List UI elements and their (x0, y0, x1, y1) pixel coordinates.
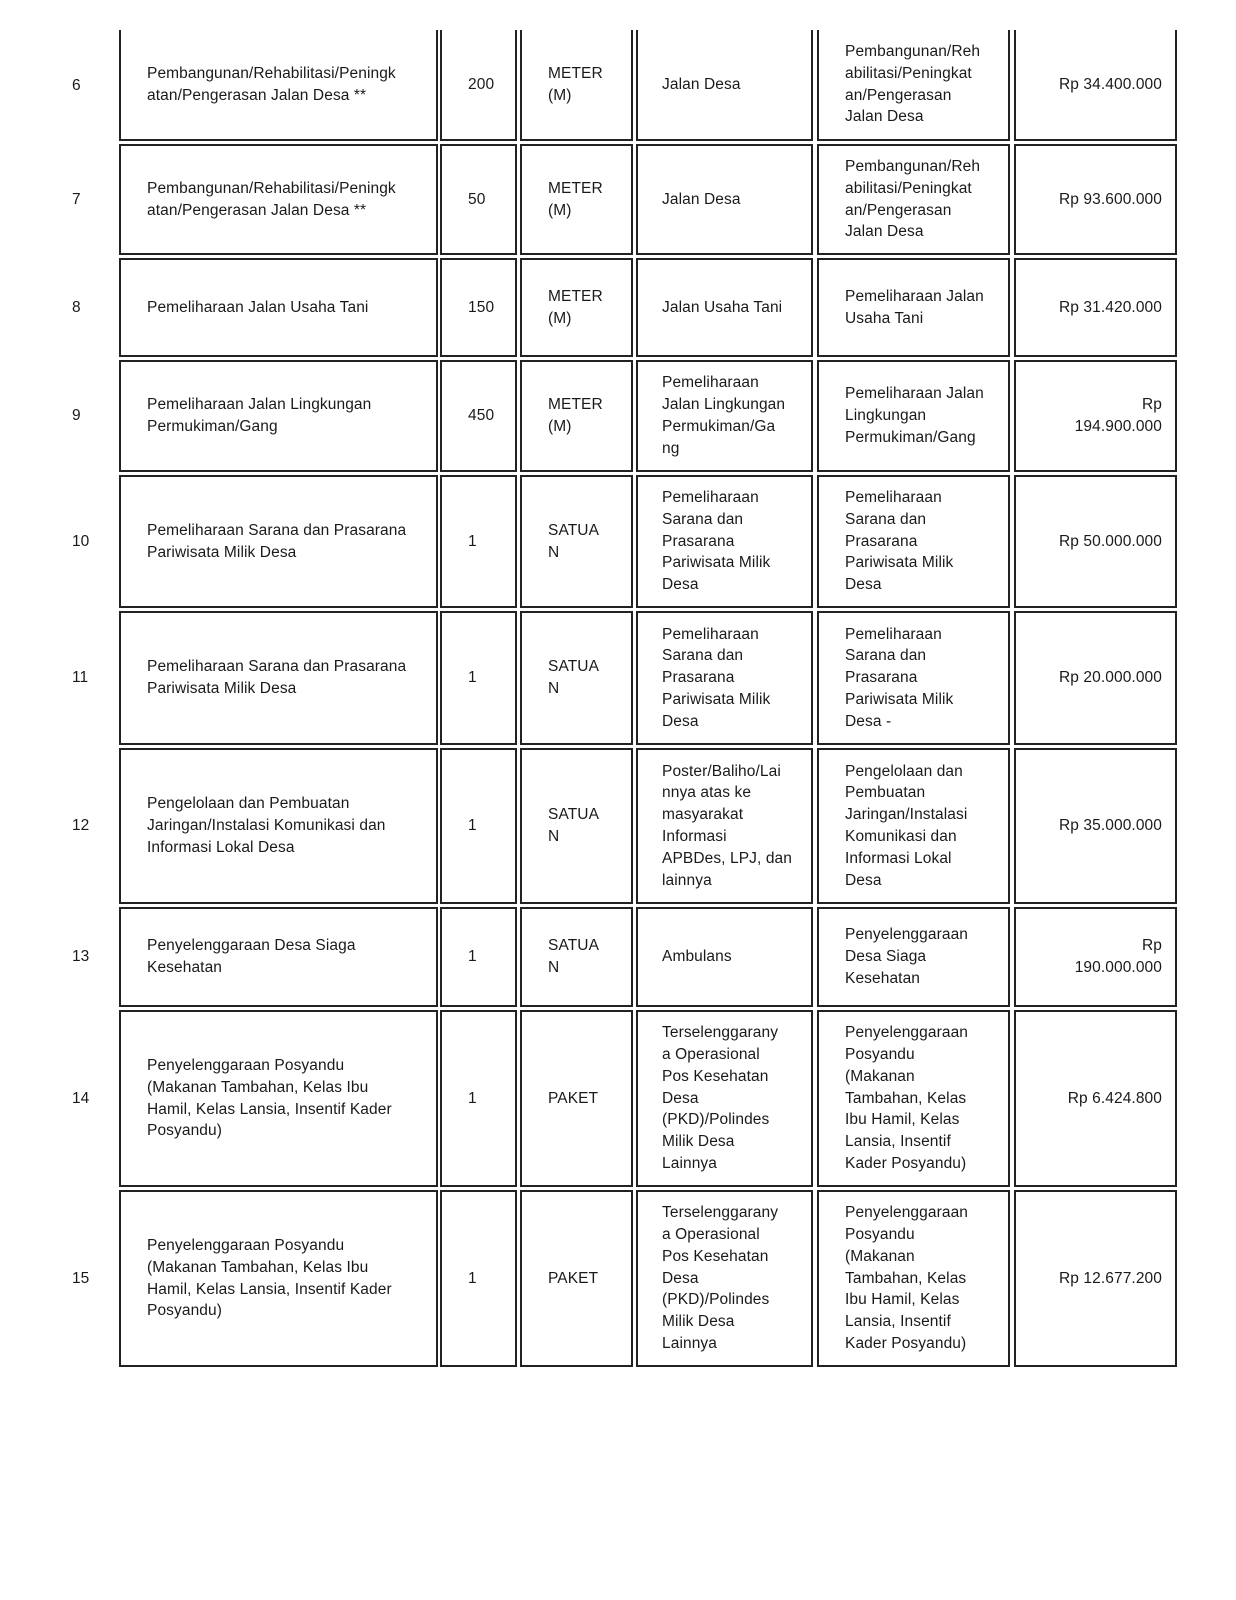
table-row (0, 360, 1236, 475)
table-row (0, 30, 1236, 141)
volume: 450 (440, 360, 517, 472)
output: Pemeliharaan Jalan Lingkungan Permukiman/Ga ng (636, 360, 813, 472)
table-row (0, 258, 1236, 360)
unit: SATUA N (520, 907, 633, 1007)
unit: SATUA N (520, 748, 633, 904)
volume: 200 (440, 30, 517, 141)
activity-name: Penyelenggaraan Posyandu (Makanan Tambahan, Kelas Ibu Hamil, Kelas Lansia, Insentif Kader Posyandu) (119, 1190, 438, 1367)
volume: 1 (440, 748, 517, 904)
activity-name: Pemeliharaan Jalan Lingkungan Permukiman/Gang (119, 360, 438, 472)
table-row (0, 748, 1236, 907)
cost: Rp 6.424.800 (1014, 1010, 1177, 1187)
output: Poster/Baliho/Lai nnya atas ke masyarakat Informasi APBDes, LPJ, dan lainnya (636, 748, 813, 904)
volume: 50 (440, 144, 517, 255)
cost: Rp 35.000.000 (1014, 748, 1177, 904)
activity-name: Pemeliharaan Sarana dan Prasarana Pariwisata Milik Desa (119, 611, 438, 745)
row-number: 15 (72, 1269, 90, 1287)
activity: Pembangunan/Reh abilitasi/Peningkat an/Pengerasan Jalan Desa (817, 144, 1010, 255)
activity: Pengelolaan dan Pembuatan Jaringan/Instalasi Komunikasi dan Informasi Lokal Desa (817, 748, 1010, 904)
cost: Rp 194.900.000 (1014, 360, 1177, 472)
activity: Pemeliharaan Jalan Lingkungan Permukiman/Gang (817, 360, 1010, 472)
unit: SATUA N (520, 611, 633, 745)
activity: Pemeliharaan Jalan Usaha Tani (817, 258, 1010, 357)
row-number: 10 (72, 532, 90, 550)
row-number: 12 (72, 817, 90, 834)
activity: Pemeliharaan Sarana dan Prasarana Pariwisata Milik Desa - (817, 611, 1010, 745)
table-row (0, 1010, 1236, 1190)
row-number: 14 (72, 1089, 90, 1107)
output: Terselenggarany a Operasional Pos Kesehatan Desa (PKD)/Polindes Milik Desa Lainnya (636, 1010, 813, 1187)
budget-table (0, 30, 1236, 1368)
output: Jalan Desa (636, 30, 813, 141)
row-number: 6 (72, 76, 81, 94)
cost: Rp 20.000.000 (1014, 611, 1177, 745)
table-row (0, 144, 1236, 258)
activity: Pemeliharaan Sarana dan Prasarana Pariwisata Milik Desa (817, 475, 1010, 608)
cost: Rp 12.677.200 (1014, 1190, 1177, 1367)
row-number: 13 (72, 948, 90, 965)
cost: Rp 190.000.000 (1014, 907, 1177, 1007)
activity-name: Penyelenggaraan Posyandu (Makanan Tambahan, Kelas Ibu Hamil, Kelas Lansia, Insentif Kader Posyandu) (119, 1010, 438, 1187)
activity: Pembangunan/Reh abilitasi/Peningkat an/Pengerasan Jalan Desa (817, 30, 1010, 141)
unit: SATUA N (520, 475, 633, 608)
activity-name: Pemeliharaan Sarana dan Prasarana Pariwisata Milik Desa (119, 475, 438, 608)
table-row (0, 611, 1236, 748)
volume: 150 (440, 258, 517, 357)
activity-name: Pembangunan/Rehabilitasi/Peningk atan/Pengerasan Jalan Desa ** (119, 144, 438, 255)
activity-name: Pembangunan/Rehabilitasi/Peningk atan/Pengerasan Jalan Desa ** (119, 30, 438, 141)
row-number: 7 (72, 190, 81, 208)
activity: Penyelenggaraan Desa Siaga Kesehatan (817, 907, 1010, 1007)
volume: 1 (440, 1190, 517, 1367)
output: Jalan Desa (636, 144, 813, 255)
output: Pemeliharaan Sarana dan Prasarana Pariwisata Milik Desa (636, 611, 813, 745)
row-number: 11 (72, 669, 89, 686)
unit: PAKET (520, 1190, 633, 1367)
unit: METER (M) (520, 360, 633, 472)
unit: METER (M) (520, 258, 633, 357)
row-number: 8 (72, 298, 81, 316)
unit: PAKET (520, 1010, 633, 1187)
volume: 1 (440, 907, 517, 1007)
activity-name: Penyelenggaraan Desa Siaga Kesehatan (119, 907, 438, 1007)
cost: Rp 31.420.000 (1014, 258, 1177, 357)
output: Jalan Usaha Tani (636, 258, 813, 357)
activity: Penyelenggaraan Posyandu (Makanan Tambahan, Kelas Ibu Hamil, Kelas Lansia, Insentif Kader Posyandu) (817, 1010, 1010, 1187)
volume: 1 (440, 611, 517, 745)
output: Terselenggarany a Operasional Pos Kesehatan Desa (PKD)/Polindes Milik Desa Lainnya (636, 1190, 813, 1367)
table-row (0, 907, 1236, 1010)
output: Pemeliharaan Sarana dan Prasarana Pariwisata Milik Desa (636, 475, 813, 608)
output: Ambulans (636, 907, 813, 1007)
table-row (0, 1190, 1236, 1368)
cost: Rp 34.400.000 (1014, 30, 1177, 141)
cost: Rp 50.000.000 (1014, 475, 1177, 608)
unit: METER (M) (520, 144, 633, 255)
row-number: 9 (72, 407, 81, 424)
table-row (0, 475, 1236, 611)
volume: 1 (440, 1010, 517, 1187)
cost: Rp 93.600.000 (1014, 144, 1177, 255)
volume: 1 (440, 475, 517, 608)
activity-name: Pengelolaan dan Pembuatan Jaringan/Instalasi Komunikasi dan Informasi Lokal Desa (119, 748, 438, 904)
activity-name: Pemeliharaan Jalan Usaha Tani (119, 258, 438, 357)
activity: Penyelenggaraan Posyandu (Makanan Tambahan, Kelas Ibu Hamil, Kelas Lansia, Insentif Kader Posyandu) (817, 1190, 1010, 1367)
unit: METER (M) (520, 30, 633, 141)
